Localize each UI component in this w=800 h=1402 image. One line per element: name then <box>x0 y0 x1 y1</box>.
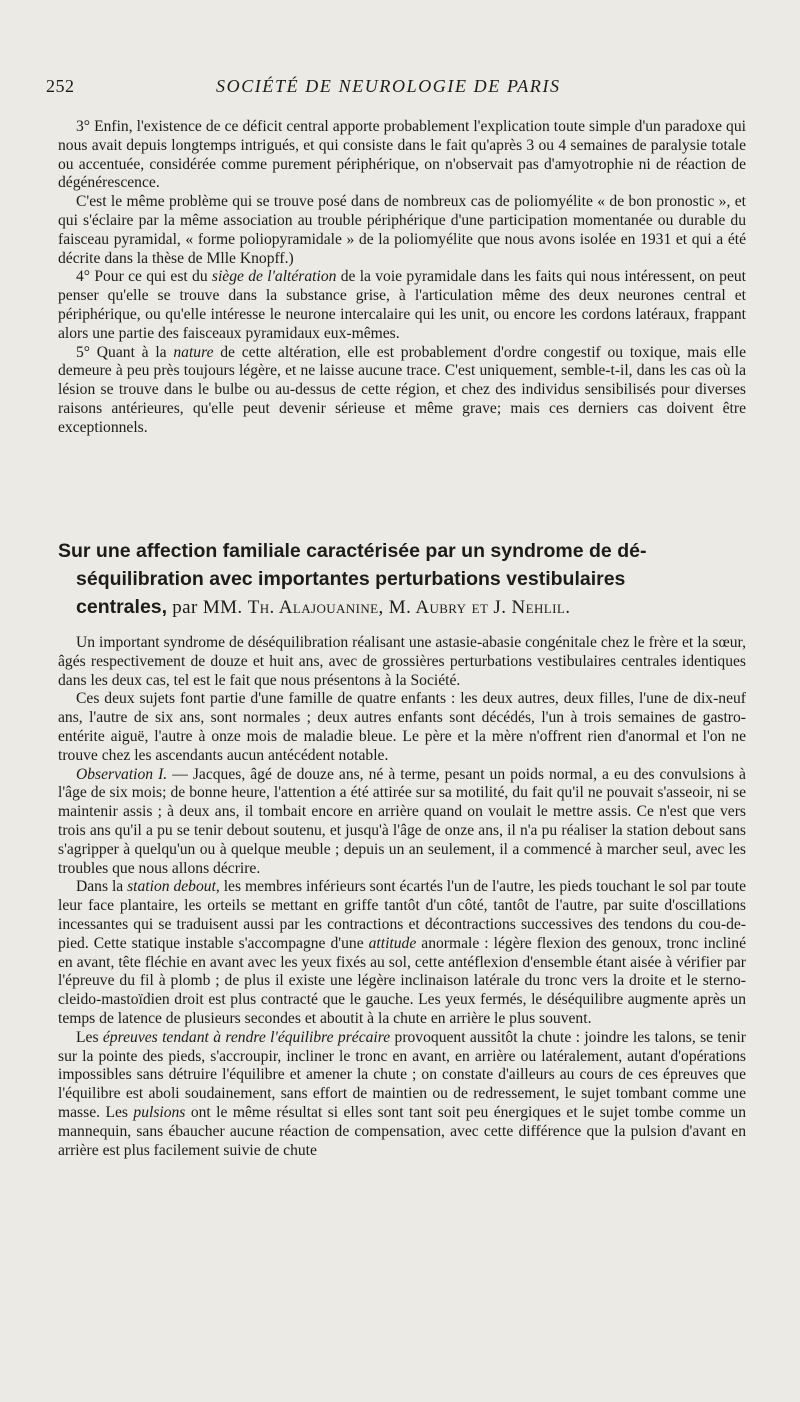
paragraph-intro: Un important syndrome de déséquilibration réalisant une astasie-abasie congénitale chez le frère et la sœur, âgés respectivement de douze et huit ans, avec de grossières perturbations vestibulaires centrales identiques dans les deux cas, tel est le fait que nous présentons à la Société. <box>58 634 746 689</box>
emphasis-epreuves: épreuves tendant à rendre l'équilibre précaire <box>102 1028 391 1046</box>
running-head: SOCIÉTÉ DE NEUROLOGIE DE PARIS <box>216 76 561 96</box>
title-line-2: séquilibration avec importantes perturbations vestibulaires <box>76 568 626 590</box>
article-body <box>58 634 746 1160</box>
emphasis-pulsions: pulsions <box>133 1103 186 1121</box>
paragraph-point-3: 3° Enfin, l'existence de ce déficit central apporte probablement l'explication toute simple d'un paradoxe qui nous avait depuis longtemps intrigués, et qui consiste dans le fait qu'après 3 ou 4 semaines de paralysie totale ou accentuée, considérée comme purement périphérique, on n'observait pas d'amyotrophie ni de réaction de dégénérescence. <box>58 118 746 192</box>
paragraph-family: Ces deux sujets font partie d'une famille de quatre enfants : les deux autres, deux filles, l'une de dix-neuf ans, l'autre de six ans, sont normales ; deux autres enfants sont décédés, l'un à trois semaines de gastro-entérite aiguë, l'autre à onze mois de maladie bleue. Le père et la mère n'offrent rien d'anormal et l'on ne trouve chez les ascendants aucun antécédent notable. <box>58 690 746 764</box>
paragraph-observation-1: Observation I. — Jacques, âgé de douze ans, né à terme, pesant un poids normal, a eu des convulsions à l'âge de six mois; de bonne heure, l'attention a été attirée sur sa motilité, du fait qu'il ne pouvait s'asseoir, ni se maintenir assis ; à deux ans, il tombait encore en arrière quand on voulait le mettre assis. Ce n'est que vers trois ans qu'il a pu se tenir debout soutenu, et jusqu'à l'âge de onze ans, il n'a pu réaliser la station debout sans s'agripper à quelqu'un ou à quelque meuble ; depuis un an seulement, il a commencé à marcher seul, avec les troubles que nous allons décrire. <box>58 765 746 877</box>
title-line-1: Sur une affection familiale caractérisée par un syndrome de dé- <box>58 540 647 562</box>
emphasis-nature: nature <box>173 343 214 361</box>
paragraph-point-5: 5° Quant à la nature de cette altération, elle est probablement d'ordre congestif ou toxique, mais elle demeure à peu près toujours légère, et ne laisse aucune trace. C'est uniquement, semble-t-il, dans les cas où la lésion se trouve dans le bulbe ou au-dessus de cette région, et chez des individus sensibilisés pour diverses raisons antérieures, qu'elle peut devenir sérieuse et même grave; mais ces derniers cas doivent être exceptionnels. <box>58 343 746 436</box>
previous-article-conclusion <box>58 118 746 438</box>
paragraph-epreuves: Les épreuves tendant à rendre l'équilibre précaire provoquent aussitôt la chute : joindre les talons, se tenir sur la pointe des pieds, s'accroupir, incliner le tronc en avant, en arrière ou latéralement, autant d'opérations impossibles sans détruire l'équilibre et amener la chute ; on constate d'ailleurs au cours de ces épreuves que l'équilibre est aboli soudainement, sans effort de maintien ou de redressement, le sujet tombant comme une masse. Les pulsions ont le même résultat si elles sont tant soit peu énergiques et le sujet tombe comme un mannequin, sans ébaucher aucune réaction de compensation, avec cette différence que la pulsion d'avant en arrière est plus facilement suivie de chute <box>58 1028 747 1159</box>
page-header <box>46 76 746 102</box>
title-line-3: centrales, par MM. Th. Alajouanine, M. Aubry et J. Nehlil. <box>76 596 571 618</box>
paragraph-point-4: 4° Pour ce qui est du siège de l'altération de la voie pyramidale dans les faits qui nous intéressent, on peut penser qu'elle se trouve dans la substance grise, à l'articulation même des deux neurones central et périphérique, ou qu'elle intéresse le neurone intercalaire qui les unit, ou encore les cordons latéraux, frappant alors une partie des faisceaux pyramidaux eux-mêmes. <box>58 268 746 342</box>
authors-prefix: par MM. <box>167 597 248 618</box>
authors: Th. Alajouanine, M. Aubry et J. Nehlil. <box>247 597 571 618</box>
emphasis-station-debout: station debout <box>127 878 216 896</box>
emphasis-attitude: attitude <box>368 934 417 952</box>
observation-heading: Observation I. <box>76 765 168 783</box>
page-number: 252 <box>46 76 75 96</box>
paragraph-poliomyelitis: C'est le même problème qui se trouve posé dans de nombreux cas de poliomyélite « de bon pronostic », et qui s'éclaire par la même association au trouble périphérique d'une participation momentanée ou durable du faisceau pyramidal, « forme poliopyramidale » de la poliomyélite que nous avons isolée en 1931 et qui a été décrite dans la thèse de Mlle Knopff.) <box>58 193 746 267</box>
article-title <box>58 537 746 622</box>
emphasis-siege: siège de l'altération <box>211 268 337 286</box>
paragraph-station-debout: Dans la station debout, les membres inférieurs sont écartés l'un de l'autre, les pieds touchant le sol par toute leur face plantaire, les orteils se mettant en griffe tantôt d'un côté, tantôt de l'autre, par suite d'oscillations incessantes qui se traduisent aussi par les contractions et décontractions successives des tendons du cou-de-pied. Cette statique instable s'accompagne d'une attitude anormale : légère flexion des genoux, tronc incliné en avant, tête fléchie en avant avec les yeux fixés au sol, cette antéflexion d'ensemble étant aisée à vérifier par l'épreuve du fil à plomb ; de plus il existe une légère inclinaison latérale du tronc vers la droite et le sterno-cleido-mastoïdien droit est plus contracté que le gauche. Les yeux fermés, le déséquilibre augmente après un temps de latence de plusieurs secondes et aboutit à la chute en arrière le plus souvent. <box>58 878 746 1027</box>
